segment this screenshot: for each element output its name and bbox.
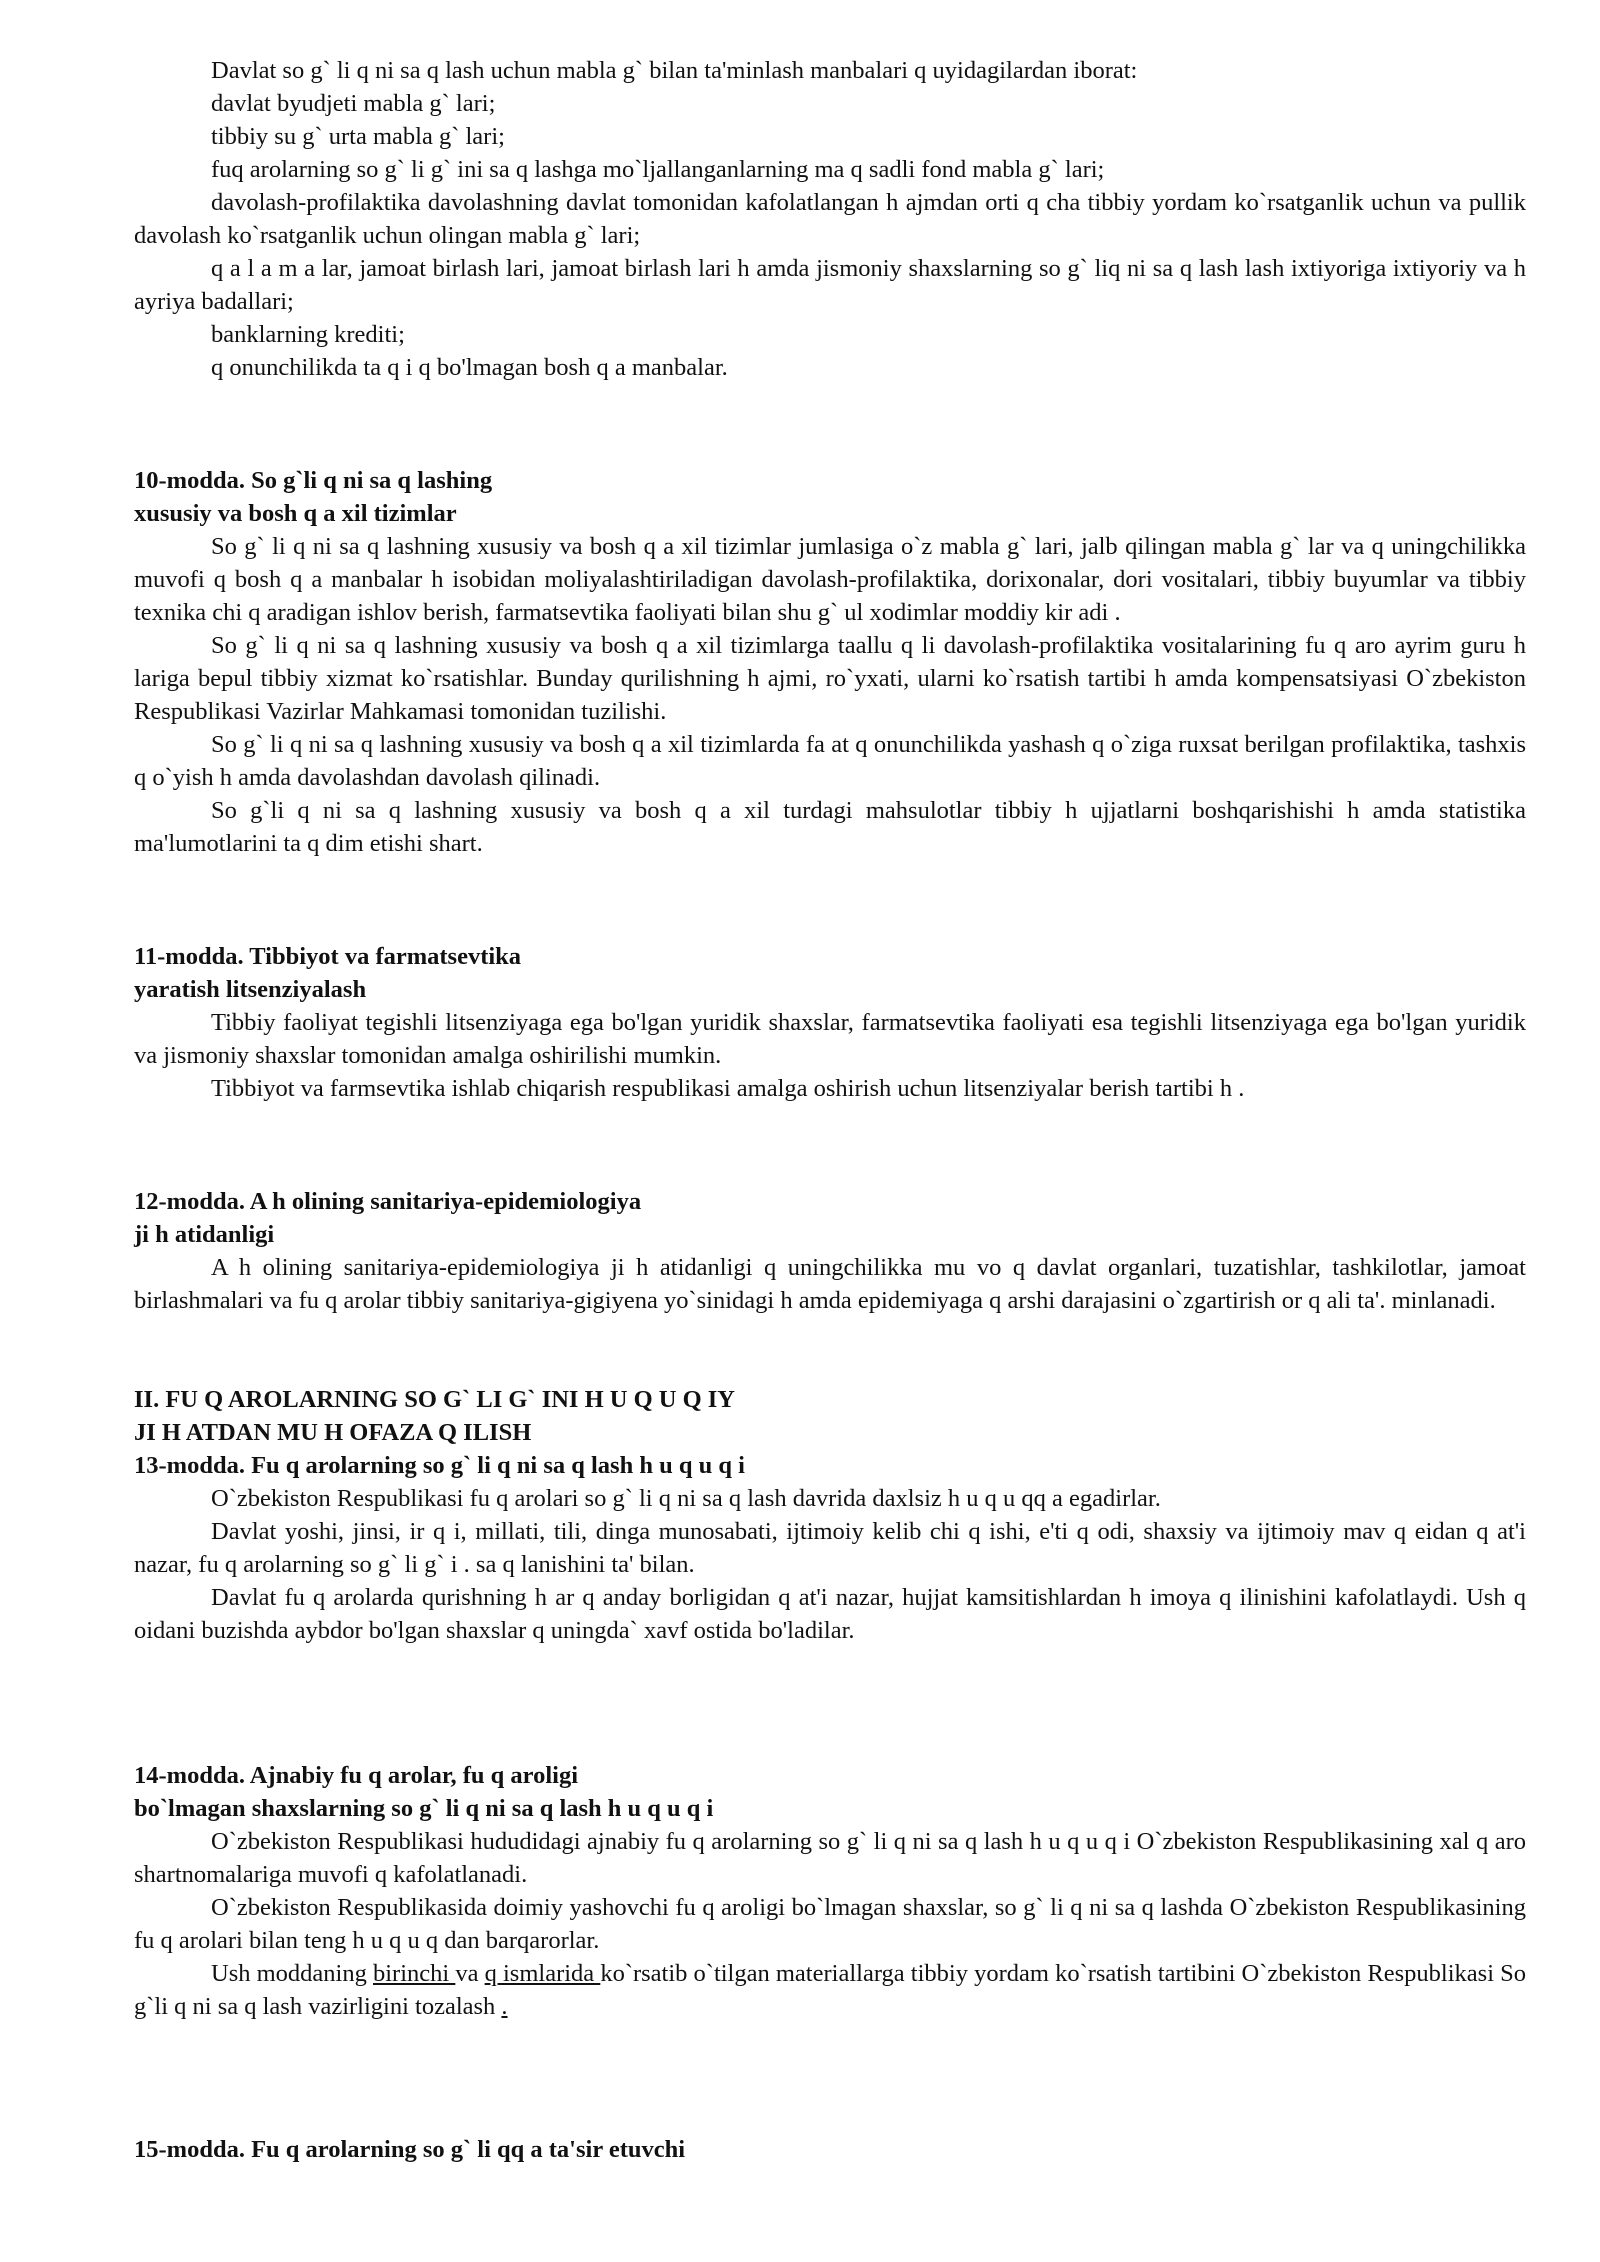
text-run: ko`rsatib o`tilgan materiallarga tibbiy yordam ko`rsatish tartibini O`zbekiston Respublikasi So g`li q ni sa q lash vazirligini tozalash [134, 1960, 1527, 2020]
paragraph: Tibbiyot va farmsevtika ishlab chiqarish respublikasi amalga oshirish uchun litsenziyalar berish tartibi h . [211, 1075, 1245, 1102]
paragraph: Davlat fu q arolarda qurishning h ar q anday borligidan q at'i nazar, hujjat kamsitishlardan h imoya q ilinishini kafolatlaydi. Ush q oidani buzishda aybdor bo'lgan shaxslar q uningda` xavf ostida bo'ladilar. [134, 1584, 1526, 1644]
article-10 [134, 464, 1526, 860]
paragraph: O`zbekiston Respublikasi hududidagi ajnabiy fu q arolarning so g` li q ni sa q lash h u q u q i O`zbekiston Respublikasining xal q aro shartnomalariga muvofi q kafolatlanadi. [134, 1828, 1526, 1888]
paragraph [134, 1957, 1526, 2023]
article-heading: 15-modda. Fu q arolarning so g` li qq a ta'sir etuvchi [134, 2136, 686, 2163]
paragraph: So g` li q ni sa q lashning xususiy va bosh q a xil tizimlarga taallu q li davolash-profilaktika vositalarining fu q aro ayrim guru h lariga bepul tibbiy xizmat ko`rsatishlar. Bunday qurilishning h ajmi, ro`yxati, ularni ko`rsatish tartibi h amda kompensatsiyasi O`zbekiston Respublikasi Vazirlar Mahkamasi tomonidan tuzilishi. [134, 632, 1526, 725]
article-heading: 13-modda. Fu q arolarning so g` li q ni sa q lash h u q u q i [134, 1452, 745, 1479]
paragraph: davolash-profilaktika davolashning davlat tomonidan kafolatlangan h ajmdan orti q cha tibbiy yordam ko`rsatganlik uchun va pullik davolash ko`rsatganlik uchun olingan mabla g` lari; [134, 189, 1526, 249]
article-13 [134, 1449, 1526, 1647]
paragraph: A h olining sanitariya-epidemiologiya ji h atidanligi q uningchilikka mu vo q davlat organlari, tuzatishlar, tashkilotlar, jamoat birlashmalari va fu q arolar tibbiy sanitariya-gigiyena yo`sinidagi h amda epidemiyaga q arshi darajasini o`zgartirish or q ali ta'. minlanadi. [134, 1254, 1526, 1314]
paragraph: So g` li q ni sa q lashning xususiy va bosh q a xil tizimlarda fa at q onunchilikda yashash q o`ziga ruxsat berilgan profilaktika, tashxis q o`yish h amda davolashdan davolash qilinadi. [134, 731, 1526, 791]
paragraph: So g` li q ni sa q lashning xususiy va bosh q a xil tizimlar jumlasiga o`z mabla g` lari, jalb qilingan mabla g` lar va q uningchilikka muvofi q bosh q a manbalar h isobidan moliyalashtiriladigan davolash-profilaktika, dorixonalar, dori vositalari, tibbiy buyumlar va tibbiy texnika chi q aradigan ishlov berish, farmatsevtika faoliyati bilan shu g` ul xodimlar moddiy kir adi . [134, 533, 1526, 626]
paragraph: q a l a m a lar, jamoat birlash lari, jamoat birlash lari h amda jismoniy shaxslarning so g` liq ni sa q lash lash ixtiyoriga ixtiyoriy va h ayriya badallari; [134, 255, 1526, 315]
text-run: va [455, 1960, 485, 1987]
article-14 [134, 1759, 1526, 2023]
text-run: Ush moddaning [211, 1960, 373, 1987]
paragraph: tibbiy su g` urta mabla g` lari; [211, 123, 505, 150]
article-15 [134, 2133, 1526, 2166]
paragraph: So g`li q ni sa q lashning xususiy va bosh q a xil turdagi mahsulotlar tibbiy h ujjatlarni boshqarishishi h amda statistika ma'lumotlarini ta q dim etishi shart. [134, 797, 1526, 857]
article-heading: ji h atidanligi [134, 1221, 275, 1248]
hyperlink-footnote[interactable]: . [501, 1993, 508, 2020]
article-11 [134, 940, 1526, 1105]
paragraph: Tibbiy faoliyat tegishli litsenziyaga ega bo'lgan yuridik shaxslar, farmatsevtika faoliyati esa tegishli litsenziyaga ega bo'lgan yuridik va jismoniy shaxslar tomonidan amalga oshirilishi mumkin. [134, 1009, 1526, 1069]
paragraph: O`zbekiston Respublikasida doimiy yashovchi fu q aroligi bo`lmagan shaxslar, so g` li q ni sa q lashda O`zbekiston Respublikasining fu q arolari bilan teng h u q u q dan barqarorlar. [134, 1894, 1526, 1954]
section-2 [134, 1383, 1526, 1449]
hyperlink-birinchi[interactable]: birinchi [373, 1960, 456, 1987]
paragraph: q onunchilikda ta q i q bo'lmagan bosh q a manbalar. [211, 354, 728, 381]
article-heading: yaratish litsenziyalash [134, 976, 367, 1003]
document-page [134, 54, 1526, 2166]
article-heading: 11-modda. Tibbiyot va farmatsevtika [134, 943, 522, 970]
article-heading: xususiy va bosh q a xil tizimlar [134, 500, 457, 527]
hyperlink-qismlarida[interactable]: q ismlarida [484, 1960, 601, 1987]
article-12 [134, 1185, 1526, 1317]
article-heading: 12-modda. A h olining sanitariya-epidemiologiya [134, 1188, 642, 1215]
paragraph: banklarning krediti; [211, 321, 405, 348]
article-heading: bo`lmagan shaxslarning so g` li q ni sa q lash h u q u q i [134, 1795, 714, 1822]
article-heading: 10-modda. So g`li q ni sa q lashing [134, 467, 493, 494]
article-heading: 14-modda. Ajnabiy fu q arolar, fu q aroligi [134, 1762, 579, 1789]
paragraph: fuq arolarning so g` li g` ini sa q lashga mo`ljallanganlarning ma q sadli fond mabla g` lari; [211, 156, 1105, 183]
section-heading: II. FU Q AROLARNING SO G` LI G` INI H U Q U Q IY [134, 1386, 735, 1413]
paragraph: O`zbekiston Respublikasi fu q arolari so g` li q ni sa q lash davrida daxlsiz h u q u qq a egadirlar. [211, 1485, 1161, 1512]
section-heading: JI H ATDAN MU H OFAZA Q ILISH [134, 1419, 532, 1446]
intro-section [134, 54, 1526, 384]
paragraph: Davlat so g` li q ni sa q lash uchun mabla g` bilan ta'minlash manbalari q uyidagilardan iborat: [211, 57, 1138, 84]
paragraph: davlat byudjeti mabla g` lari; [211, 90, 496, 117]
paragraph: Davlat yoshi, jinsi, ir q i, millati, tili, dinga munosabati, ijtimoiy kelib chi q ishi, e'ti q odi, shaxsiy va ijtimoiy mav q eidan q at'i nazar, fu q arolarning so g` li g` i . sa q lanishini ta' bilan. [134, 1518, 1526, 1578]
